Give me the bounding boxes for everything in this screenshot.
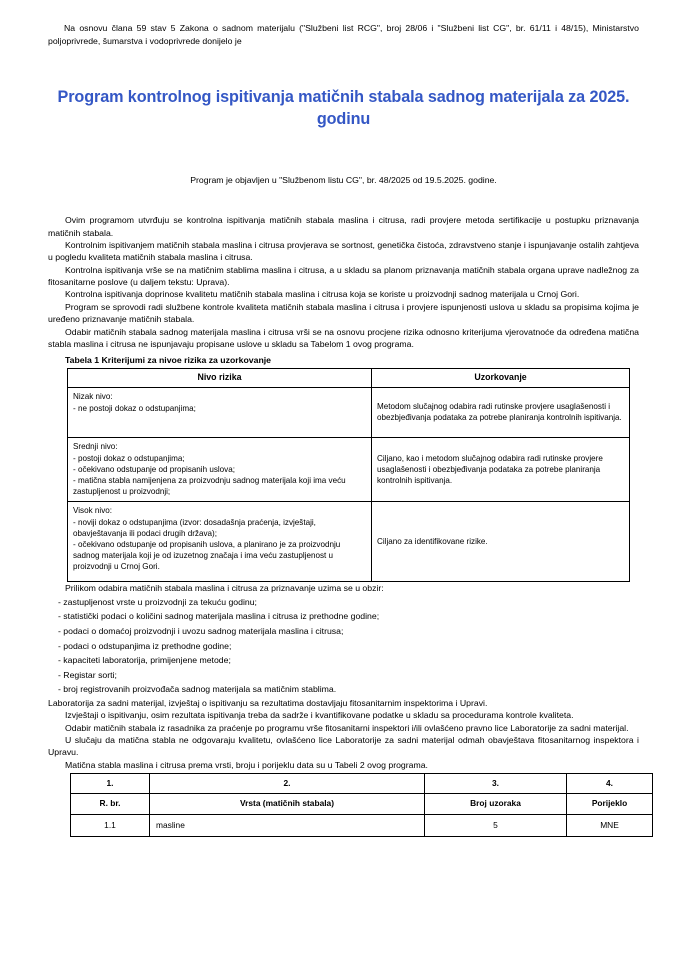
- table2-number-4: 4.: [567, 773, 653, 793]
- table2-number-2: 2.: [150, 773, 425, 793]
- table2-header-porijeklo: Porijeklo: [567, 793, 653, 814]
- paragraph-8: Laboratorija za sadni materijal, izvještaj o ispitivanju sa rezultatima dostavljaju fitosanitarnim inspektorima i Upravi.: [48, 697, 488, 708]
- paragraph-9: Izvještaji o ispitivanju, osim rezultata ispitivanja treba da sadrže i kvantifikovane podatke u skladu sa procedurama kontrole kvaliteta.: [65, 710, 574, 721]
- table1-caption: Tabela 1 Kriterijumi za nivoe rizika za uzorkovanje: [65, 355, 271, 366]
- table-mother-trees: [70, 773, 653, 837]
- table1-header-uzorkovanje: Uzorkovanje: [372, 369, 630, 388]
- paragraph-2: Kontrolnim ispitivanjem matičnih stabala maslina i citrusa provjerava se sortnost, genetička čistoća, zdravstveno stanje i ispunjavanje ostalih zahtjeva u pogledu kvaliteta matičnih stabala maslina i citrusa.: [48, 240, 639, 263]
- table-header-row: [68, 369, 630, 388]
- table2-number-3: 3.: [425, 773, 567, 793]
- table2-number-row: [71, 773, 653, 793]
- paragraph-7: Prilikom odabira matičnih stabala maslina i citrusa za priznavanje uzima se u obzir:: [65, 583, 384, 594]
- table2-number-1: 1.: [71, 773, 150, 793]
- table2-cell-porijeklo: MNE: [567, 814, 653, 836]
- table-row: [68, 388, 630, 438]
- paragraph-1: Ovim programom utvrđuju se kontrolna ispitivanja matičnih stabala maslina i citrusa, radi provjere metoda sertifikacije u postupku priznavanja matičnih stabala.: [48, 215, 639, 238]
- table2-cell-broj-uzoraka: 5: [425, 814, 567, 836]
- criteria-bullet-1: - zastupljenost vrste u proizvodnji za tekuću godinu;: [58, 596, 257, 607]
- criteria-bullet-2: - statistički podaci o količini sadnog materijala maslina i citrusa iz prethodne godine;: [58, 611, 380, 622]
- table1-header-nivo-rizika: Nivo rizika: [68, 369, 372, 388]
- paragraph-6: Odabir matičnih stabala sadnog materijala maslina i citrusa vrši se na osnovu procjene rizika odnosno kriterijuma vjerovatnoće da određena matična stabla maslina i citrusa ne ispunjavaju propisane uslove u skladu sa Tabelom 1 ovog programa.: [48, 326, 639, 349]
- table-row: [71, 814, 653, 836]
- criteria-bullet-4: - podaci o odstupanjima iz prethodne godine;: [58, 640, 232, 651]
- paragraph-5: Program se sprovodi radi službene kontrole kvaliteta matičnih stabala maslina i citrusa i provjere ispunjenosti uslova u skladu sa propisima kojima je uređeno priznavanje matičnih stabala.: [48, 301, 639, 325]
- body-content: [48, 214, 639, 837]
- table2-cell-rbr: 1.1: [71, 814, 150, 836]
- table1-cell-risk-medium: Srednji nivo: - postoji dokaz o odstupanjima; - očekivano odstupanje od propisanih uslova; - matična stabla namijenjena za proizvodnju sadnog materijala koji ima veću zastupljenost u proizvodnji;: [68, 438, 372, 502]
- table2-cell-vrsta: masline: [150, 814, 425, 836]
- table-row: [68, 502, 630, 582]
- paragraph-12: Matična stabla maslina i citrusa prema vrsti, broju i porijeklu data su u Tabeli 2 ovog programa.: [65, 759, 428, 770]
- table1-cell-sampling-high: Ciljano za identifikovane rizike.: [372, 502, 630, 582]
- table1-cell-risk-low: Nizak nivo: - ne postoji dokaz o odstupanjima;: [68, 388, 372, 438]
- table2-header-row: [71, 793, 653, 814]
- criteria-bullet-6: - Registar sorti;: [58, 669, 117, 680]
- table1-cell-sampling-medium: Ciljano, kao i metodom slučajnog odabira radi rutinske provjere usaglašenosti i obezbjeđivanja podataka za potrebe planiranja kontrolnih ispitivanja.: [372, 438, 630, 502]
- publication-note: Program je objavljen u "Službenom listu CG", br. 48/2025 od 19.5.2025. godine.: [190, 175, 497, 186]
- table-risk-criteria: [67, 368, 630, 582]
- criteria-bullet-3: - podaci o domaćoj proizvodnji i uvozu sadnog materijala maslina i citrusa;: [58, 625, 344, 636]
- table2-header-vrsta: Vrsta (matičnih stabala): [150, 793, 425, 814]
- page-title: Program kontrolnog ispitivanja matičnih stabala sadnog materijala za 2025. godinu: [57, 88, 630, 129]
- paragraph-4: Kontrolna ispitivanja doprinose kvalitetu matičnih stabala maslina i citrusa koja se koriste u proizvodnji sadnog materijala u Crnoj Gori.: [65, 289, 580, 300]
- table1-cell-sampling-low: Metodom slučajnog odabira radi rutinske provjere usaglašenosti i obezbjeđivanja podataka za potrebe planiranja kontrolnih ispitivanja.: [372, 388, 630, 438]
- criteria-bullet-7: - broj registrovanih proizvođača sadnog materijala sa matičnim stablima.: [58, 684, 337, 695]
- table2-header-rbr: R. br.: [71, 793, 150, 814]
- preamble-paragraph: Na osnovu člana 59 stav 5 Zakona o sadnom materijalu ("Službeni list RCG", broj 28/06 i "Službeni list CG", br. 61/11 i 48/15), Ministarstvo poljoprivrede, šumarstva i vodoprivrede donijelo je: [48, 23, 639, 47]
- paragraph-11: U slučaju da matična stabla ne odgovaraju kvalitetu, ovlašćeno lice Laboratorije za sadni materijal odmah obavještava fitosanitarnog inspektora i Upravu.: [48, 734, 639, 758]
- paragraph-10: Odabir matičnih stabala iz rasadnika za praćenje po programu vrše fitosanitarni inspektori i/ili ovlašćeno pravno lice Laboratorije za sadni materijal.: [65, 722, 629, 733]
- criteria-bullet-5: - kapaciteti laboratorija, primijenjene metode;: [58, 655, 231, 666]
- paragraph-3: Kontrolna ispitivanja vrše se na matičnim stablima maslina i citrusa, a u skladu sa planom priznavanja matičnih stabala organa uprave nadležnog za fitosanitarne poslove (u daljem tekstu: Uprava).: [48, 264, 639, 288]
- table2-header-broj-uzoraka: Broj uzoraka: [425, 793, 567, 814]
- table1-cell-risk-high: Visok nivo: - noviji dokaz o odstupanjima (izvor: dosadašnja praćenja, izvještaji, obavještavanja ili podaci drugih država); - očekivano odstupanje od propisanih uslova, a planirano je za proizvodnju sadnog materijala koji je od izuzetnog značaja i ima veću zastupljenost u proizvodnji u Crnoj Gori.: [68, 502, 372, 582]
- table-row: [68, 438, 630, 502]
